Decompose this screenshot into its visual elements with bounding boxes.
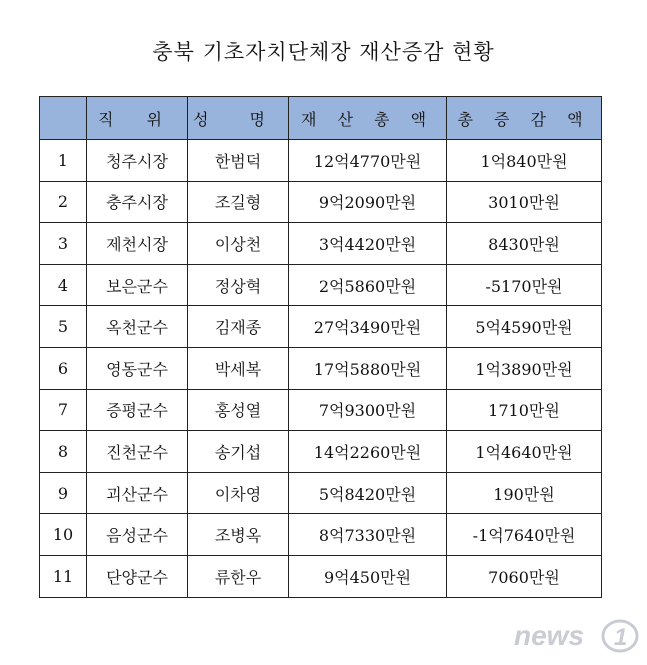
cell-total-assets: 27억3490만원 [289, 306, 447, 348]
cell-total-assets: 8억7330만원 [289, 514, 447, 556]
cell-index: 4 [40, 264, 87, 306]
cell-index: 6 [40, 347, 87, 389]
cell-position: 진천군수 [87, 431, 188, 473]
cell-total-change: 8430만원 [447, 223, 602, 265]
table-row [40, 472, 602, 514]
cell-index: 1 [40, 140, 87, 182]
cell-total-change: 7060만원 [447, 555, 602, 597]
cell-position: 제천시장 [87, 223, 188, 265]
cell-total-change: 1억840만원 [447, 140, 602, 182]
cell-index: 7 [40, 389, 87, 431]
cell-total-assets: 12억4770만원 [289, 140, 447, 182]
table-row [40, 223, 602, 265]
cell-total-assets: 7억9300만원 [289, 389, 447, 431]
cell-index: 11 [40, 555, 87, 597]
cell-position: 음성군수 [87, 514, 188, 556]
cell-position: 보은군수 [87, 264, 188, 306]
cell-name: 김재종 [188, 306, 289, 348]
table-row [40, 264, 602, 306]
cell-index: 5 [40, 306, 87, 348]
cell-total-change: 190만원 [447, 472, 602, 514]
cell-total-assets: 14억2260만원 [289, 431, 447, 473]
cell-index: 10 [40, 514, 87, 556]
cell-name: 이상천 [188, 223, 289, 265]
cell-index: 2 [40, 181, 87, 223]
cell-position: 충주시장 [87, 181, 188, 223]
news1-logo-icon [512, 615, 640, 655]
watermark-number: 1 [614, 624, 628, 651]
cell-position: 증평군수 [87, 389, 188, 431]
cell-name: 류한우 [188, 555, 289, 597]
cell-index: 8 [40, 431, 87, 473]
cell-name: 홍성열 [188, 389, 289, 431]
cell-total-assets: 2억5860만원 [289, 264, 447, 306]
cell-index: 9 [40, 472, 87, 514]
page-title: 충북 기초자치단체장 재산증감 현황 [152, 40, 495, 64]
cell-total-change: 1억3890만원 [447, 347, 602, 389]
cell-total-change: 3010만원 [447, 181, 602, 223]
table-row [40, 555, 602, 597]
cell-total-change: 1710만원 [447, 389, 602, 431]
table-row [40, 181, 602, 223]
asset-table [39, 96, 602, 598]
table-header-row [40, 97, 602, 140]
table-row [40, 140, 602, 182]
cell-position: 영동군수 [87, 347, 188, 389]
table-row [40, 347, 602, 389]
table-row [40, 389, 602, 431]
table-row [40, 514, 602, 556]
cell-name: 박세복 [188, 347, 289, 389]
cell-name: 조길형 [188, 181, 289, 223]
cell-total-change: 5억4590만원 [447, 306, 602, 348]
news1-watermark [512, 615, 640, 655]
cell-total-assets: 9억2090만원 [289, 181, 447, 223]
cell-position: 단양군수 [87, 555, 188, 597]
header-total-assets: 재 산 총 액 [289, 97, 447, 140]
cell-total-change: -1억7640만원 [447, 514, 602, 556]
cell-name: 한범덕 [188, 140, 289, 182]
cell-position: 괴산군수 [87, 472, 188, 514]
header-name: 성 명 [188, 97, 289, 140]
cell-name: 송기섭 [188, 431, 289, 473]
table-row [40, 431, 602, 473]
cell-total-change: -5170만원 [447, 264, 602, 306]
cell-index: 3 [40, 223, 87, 265]
cell-total-assets: 9억450만원 [289, 555, 447, 597]
cell-total-change: 1억4640만원 [447, 431, 602, 473]
header-index [40, 97, 87, 140]
cell-position: 옥천군수 [87, 306, 188, 348]
cell-name: 이차영 [188, 472, 289, 514]
cell-total-assets: 3억4420만원 [289, 223, 447, 265]
table-row [40, 306, 602, 348]
cell-name: 조병옥 [188, 514, 289, 556]
header-total-change: 총 증 감 액 [447, 97, 602, 140]
cell-position: 청주시장 [87, 140, 188, 182]
cell-total-assets: 17억5880만원 [289, 347, 447, 389]
cell-total-assets: 5억8420만원 [289, 472, 447, 514]
header-position: 직 위 [87, 97, 188, 140]
watermark-text: news [514, 620, 585, 651]
cell-name: 정상혁 [188, 264, 289, 306]
